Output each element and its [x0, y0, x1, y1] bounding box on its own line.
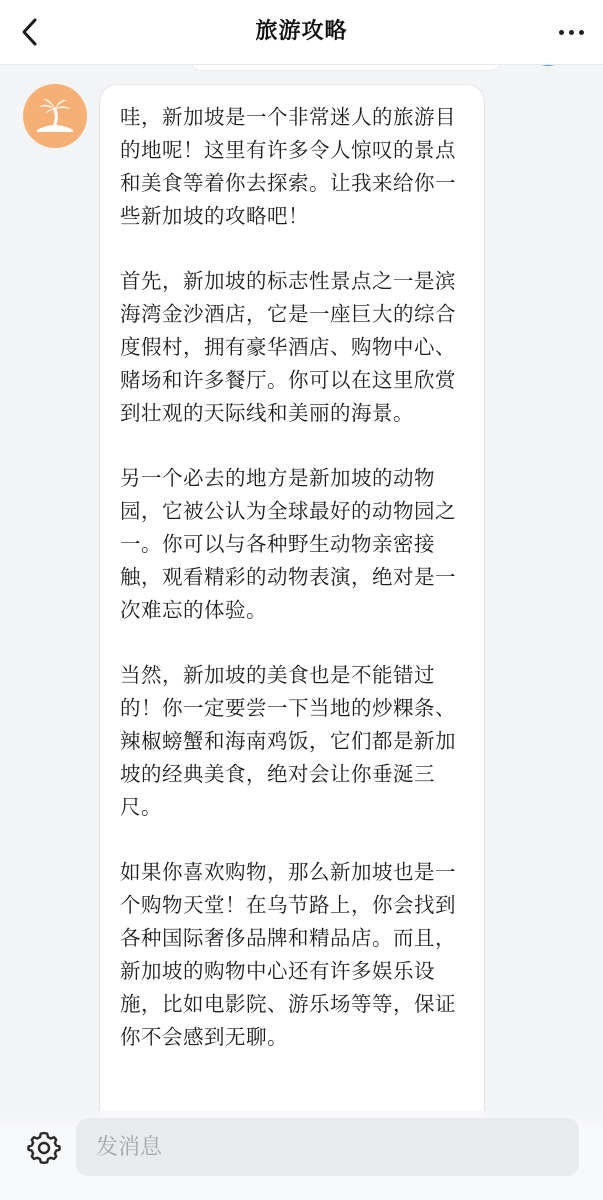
more-horizontal-icon [556, 30, 586, 35]
bot-avatar[interactable] [23, 84, 87, 148]
settings-button[interactable] [24, 1128, 64, 1168]
message-paragraph: 当然，新加坡的美食也是不能错过的！你一定要尝一下当地的炒粿条、辣椒螃蟹和海南鸡饭，它们都是新加坡的经典美食，绝对会让你垂涎三尺。 [120, 663, 456, 819]
bot-message-bubble[interactable] [99, 84, 485, 1184]
more-options-button[interactable] [551, 12, 591, 52]
page-title: 旅游攻略 [255, 19, 348, 44]
message-paragraph: 首先，新加坡的标志性景点之一是滨海湾金沙酒店，它是一座巨大的综合度假村，拥有豪华酒店、购物中心、赌场和许多餐厅。你可以在这里欣赏到壮观的天际线和美丽的海景。 [120, 269, 456, 425]
palm-tree-island-icon [33, 94, 77, 138]
message-input-bar [0, 1110, 603, 1200]
message-paragraph: 哇，新加坡是一个非常迷人的旅游目的地呢！这里有许多令人惊叹的景点和美食等着你去探索。让我来给你一些新加坡的攻略吧！ [120, 105, 456, 228]
gear-icon [27, 1131, 61, 1165]
message-input[interactable] [76, 1118, 579, 1176]
message-paragraph: 另一个必去的地方是新加坡的动物园，它被公认为全球最好的动物园之一。你可以与各种野生动物亲密接触，观看精彩的动物表演，绝对是一次难忘的体验。 [120, 466, 456, 622]
top-nav-bar [0, 0, 603, 65]
message-paragraph: 如果你喜欢购物，那么新加坡也是一个购物天堂！在乌节路上，你会找到各种国际奢侈品牌和精品店。而且，新加坡的购物中心还有许多娱乐设施，比如电影院、游乐场等等，保证你不会感到无聊。 [120, 860, 456, 1049]
